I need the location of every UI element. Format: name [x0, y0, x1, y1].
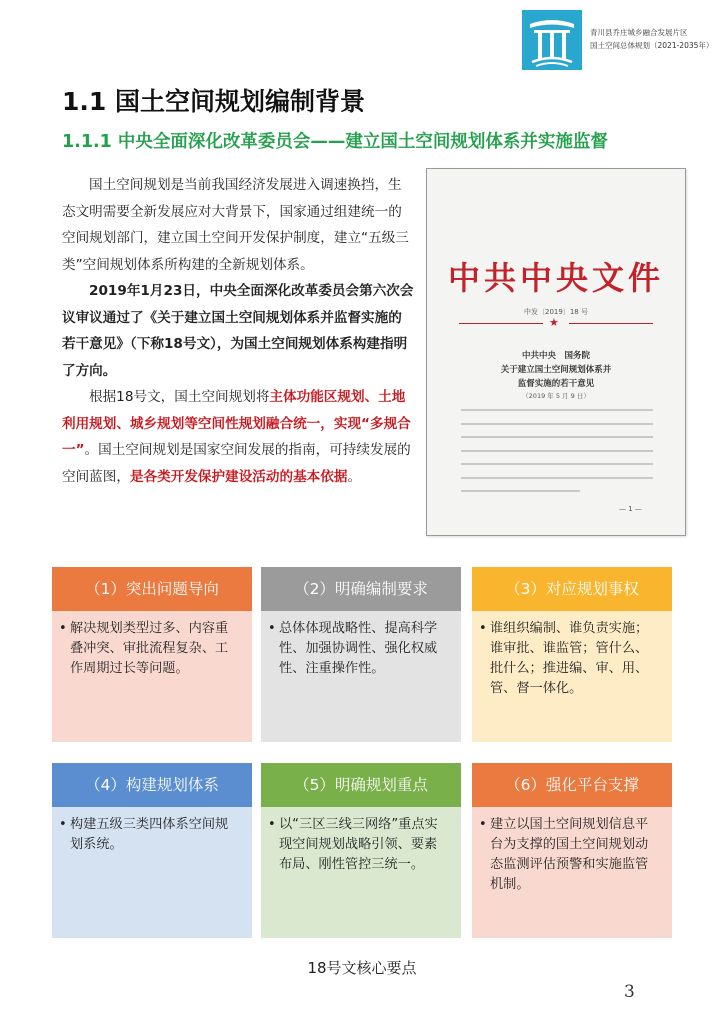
card-text: 构建五级三类四体系空间规划系统。 — [70, 817, 229, 852]
card-body — [261, 611, 461, 679]
paragraph-3-part-a: 根据18号文，国土空间规划将 — [89, 389, 270, 405]
county-logo-icon — [522, 10, 582, 70]
paragraph-3-highlight-1: 主体功能区规划、土地利用规划、城乡规划等空间性规划融合统一，实现“多规合一” — [62, 389, 411, 458]
card-text: 总体体现战略性、提高科学性、加强协调性、强化权威性、注重操作性。 — [279, 621, 438, 676]
card-body — [472, 807, 672, 895]
paragraph-2: 2019年1月23日，中央全面深化改革委员会第六次会议审议通过了《关于建立国土空间规划体系并监督实施的若干意见》（下称18号文），为国土空间规划体系构建指明了方向。 — [62, 283, 414, 379]
bullet-icon: • — [479, 817, 487, 832]
card-title: （2）明确编制要求 — [261, 567, 461, 611]
document-page-number: — 1 — — [619, 505, 642, 513]
card-problem-oriented — [52, 567, 252, 742]
bullet-icon: • — [59, 621, 67, 636]
card-title: （1）突出问题导向 — [52, 567, 252, 611]
document-text-line — [461, 423, 653, 425]
card-title: （5）明确规划重点 — [261, 763, 461, 807]
bullet-icon: • — [268, 621, 276, 636]
card-text: 以“三区三线三网络”重点实现空间规划战略引领、要素布局、刚性管控三统一。 — [279, 817, 438, 872]
star-icon: ★ — [549, 316, 559, 329]
document-text-line — [461, 450, 653, 452]
document-divider-left — [459, 323, 543, 324]
body-text — [62, 172, 414, 490]
document-title-line1: 中共中央 国务院 — [521, 351, 590, 361]
page-number: 3 — [624, 982, 635, 1002]
paragraph-1: 国土空间规划是当前我国经济发展进入调速换挡，生态文明需要全新发展应对大背景下，国家通过组建统一的空间规划部门，建立国土空间开发保护制度，建立“五级三类”空间规划体系所构建的全新规划体系。 — [62, 177, 409, 273]
document-text-line — [461, 436, 653, 438]
header-line2: 国土空间总体规划（2021-2035年） — [590, 41, 714, 50]
header-text — [590, 26, 716, 52]
figure-caption: 18号文核心要点 — [307, 959, 417, 977]
bullet-icon: • — [479, 621, 487, 636]
document-text-line — [461, 463, 653, 465]
document-text-line — [461, 490, 580, 492]
paragraph-3 — [62, 384, 414, 490]
bullet-icon: • — [268, 817, 276, 832]
card-body — [52, 611, 252, 679]
document-text-lines — [461, 409, 653, 504]
document-ref: 中发〔2019〕18 号 — [524, 308, 588, 316]
subsection-title: 1.1.1 中央全面深化改革委员会——建立国土空间规划体系并实施监督 — [62, 132, 608, 152]
document-title — [427, 349, 685, 391]
paragraph-3-part-e: 。 — [347, 468, 362, 485]
card-body — [261, 807, 461, 875]
card-title: （6）强化平台支撑 — [472, 763, 672, 807]
document-title-line2: 关于建立国土空间规划体系并 — [500, 365, 612, 375]
paragraph-3-highlight-2: 是各类开发保护建设活动的基本依据 — [129, 468, 348, 485]
document-date: （2019 年 5 月 9 日） — [522, 392, 590, 400]
document-image — [426, 168, 686, 536]
document-text-line — [461, 477, 653, 479]
card-body — [52, 807, 252, 855]
card-planning-focus — [261, 763, 461, 938]
card-planning-authority — [472, 567, 672, 742]
card-text: 解决规划类型过多、内容重叠冲突、审批流程复杂、工作周期过长等问题。 — [70, 621, 229, 676]
document-text-line — [461, 409, 653, 411]
card-text: 谁组织编制、谁负责实施；谁审批、谁监管；管什么、批什么；推进编、审、用、管、督一体化。 — [490, 621, 649, 696]
card-compilation-requirements — [261, 567, 461, 742]
document-masthead: 中共中央文件 — [447, 259, 664, 297]
card-text: 建立以国土空间规划信息平台为支撑的国土空间规划动态监测评估预警和实施监管机制。 — [490, 817, 649, 892]
card-title: （4）构建规划体系 — [52, 763, 252, 807]
document-divider-right — [569, 323, 653, 324]
document-title-line3: 监督实施的若干意见 — [517, 379, 595, 389]
card-title: （3）对应规划事权 — [472, 567, 672, 611]
paragraph-3-part-c: 。国土空间规划是国家空间发展的指南，可持续发展的空间蓝图， — [62, 442, 411, 485]
section-title: 1.1 国土空间规划编制背景 — [62, 87, 365, 116]
header-line1: 青川县乔庄城乡融合发展片区 — [590, 28, 688, 37]
card-body — [472, 611, 672, 699]
card-platform-support — [472, 763, 672, 938]
bullet-icon: • — [59, 817, 67, 832]
card-planning-system — [52, 763, 252, 938]
